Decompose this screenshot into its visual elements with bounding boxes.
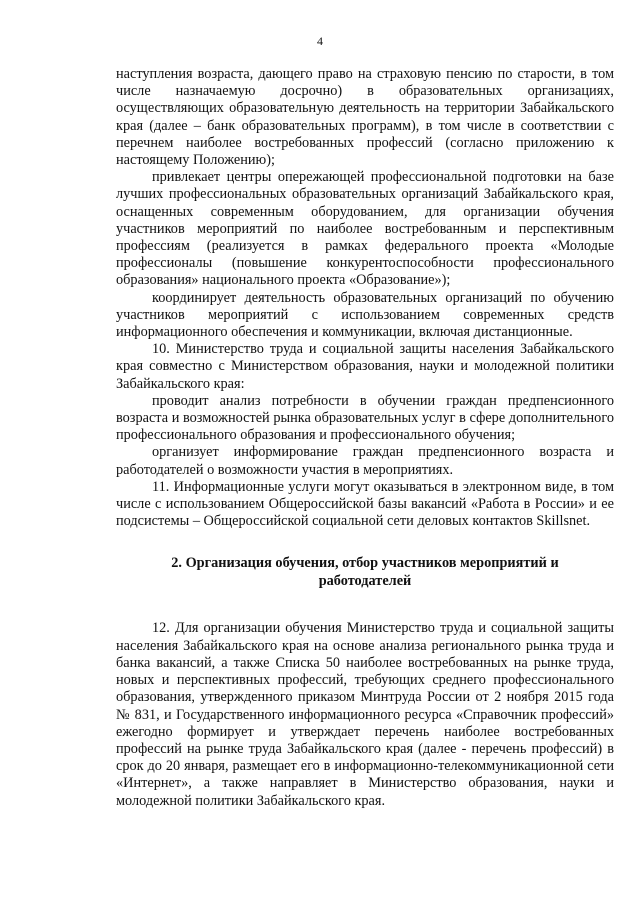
paragraph-training-centers: привлекает центры опережающей профессиональной подготовки на базе лучших профессиональных образовательных организаций Забайкальского края, оснащенных современным оборудованием, для организации обучения участников мероприятий по наиболее востребованным и перспективным профессиям (реализуется в рамках федерального проекта «Молодые профессионалы (повышение конкурентоспособности профессионального образования» национального проекта «Образование»);	[116, 169, 614, 289]
document-body	[116, 66, 614, 810]
paragraph-item-10: 10. Министерство труда и социальной защиты населения Забайкальского края совместно с Министерством образования, науки и молодежной политики Забайкальского края:	[116, 341, 614, 392]
paragraph-item-11: 11. Информационные услуги могут оказываться в электронном виде, в том числе с использованием Общероссийской базы вакансий «Работа в России» и ее подсистемы – Общероссийской социальной сети деловых контактов Skillsnet.	[116, 478, 614, 530]
paragraph-continuation: наступления возраста, дающего право на страховую пенсию по старости, в том числе назначаемую досрочно) в образовательных организациях, осуществляющих образовательную деятельность на территории Забайкальского края (далее – банк образовательных программ), в том числе в соответствии с перечнем наиболее востребованных профессий (согласно приложению к настоящему Положению);	[116, 66, 614, 169]
paragraph-needs-analysis: проводит анализ потребности в обучении граждан предпенсионного возраста и возможностей рынка образовательных услуг в сфере дополнительного профессионального образования и профессионального обучения;	[116, 392, 614, 444]
paragraph-item-12: 12. Для организации обучения Министерство труда и социальной защиты населения Забайкальского края на основе анализа регионального рынка труда и банка вакансий, а также Списка 50 наиболее востребованных на рынке труда, новых и перспективных профессий, требующих среднего профессионального образования, утвержденного приказом Минтруда России от 2 ноября 2015 года № 831, и Государственного информационного ресурса «Справочник профессий» ежегодно формирует и утверждает перечень наиболее востребованных профессий на рынке труда Забайкальского края (далее - перечень профессий) в срок до 20 января, размещает его в информационно-телекоммуникационной сети «Интернет», а также направляет в Министерство образования, науки и молодежной политики Забайкальского края.	[116, 620, 614, 809]
paragraph-informing: организует информирование граждан предпенсионного возраста и работодателей о возможности участия в мероприятиях.	[116, 444, 614, 478]
section-heading: 2. Организация обучения, отбор участников мероприятий и работодателей	[171, 555, 559, 590]
page-number: 4	[317, 34, 323, 48]
paragraph-coordination: координирует деятельность образовательных организаций по обучению участников мероприятий с использованием современных средств информационного обеспечения и коммуникации, включая дистанционные.	[116, 289, 614, 341]
